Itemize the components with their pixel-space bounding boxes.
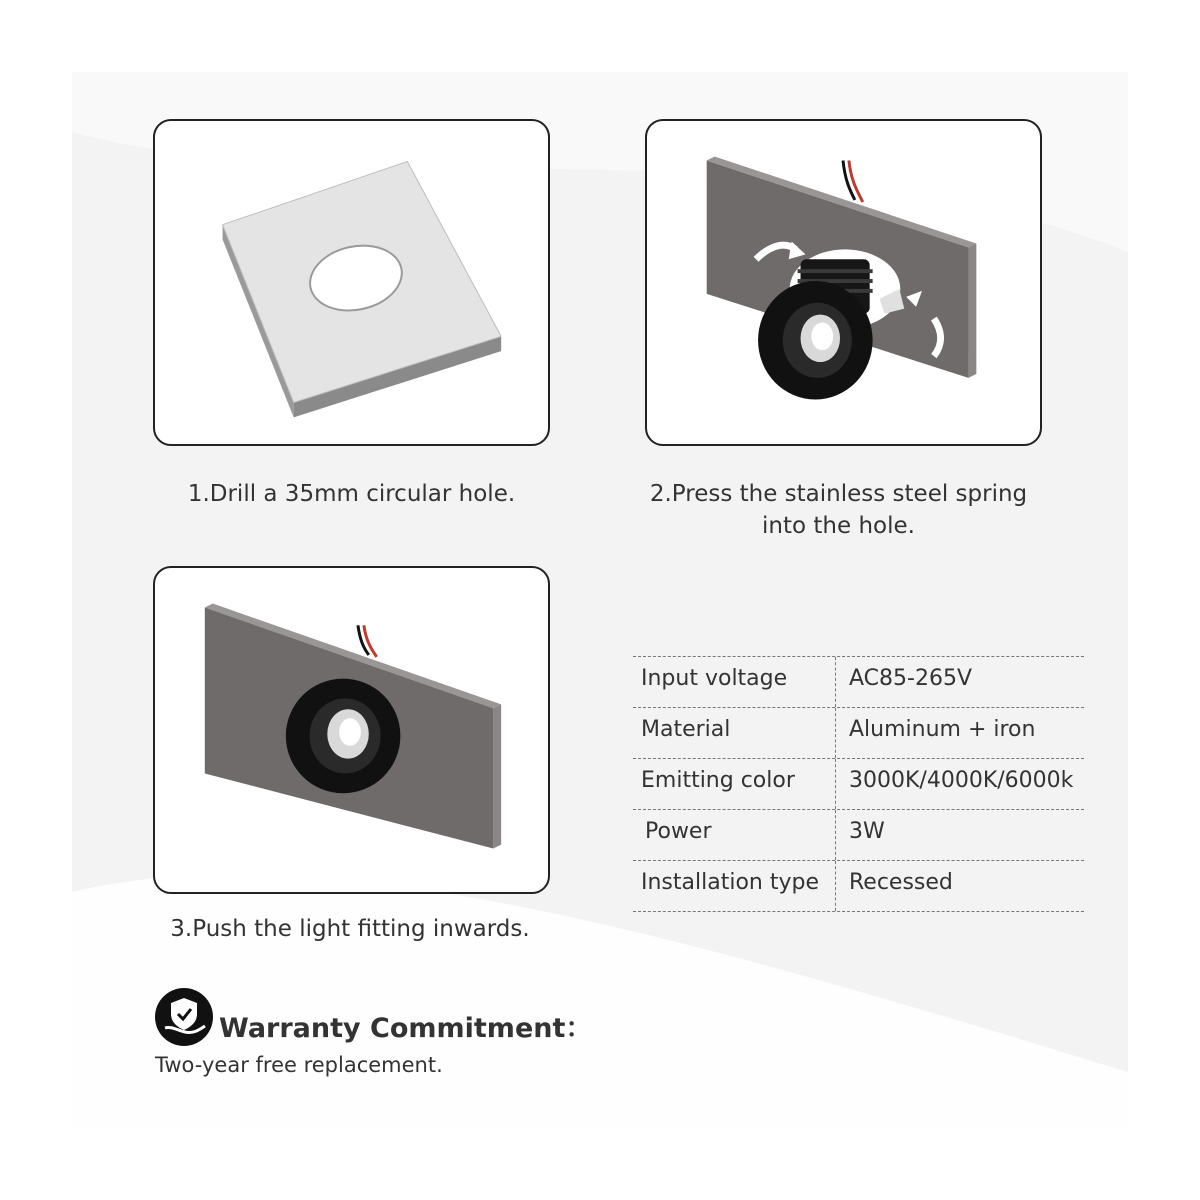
spec-value: Recessed bbox=[849, 870, 953, 895]
spec-label: Power bbox=[645, 819, 712, 844]
spec-value: 3W bbox=[849, 819, 885, 844]
step-2-caption bbox=[600, 478, 1077, 542]
spec-row-power bbox=[633, 809, 1084, 860]
warranty-title: Warranty Commitment： bbox=[219, 1013, 593, 1044]
spec-divider bbox=[835, 810, 836, 860]
step-3-caption-line-1: 3.Push the light fitting inwards. bbox=[170, 916, 530, 942]
drilled-panel-illustration bbox=[155, 121, 548, 444]
step-2-caption-line-1: 2.Press the stainless steel spring bbox=[649, 481, 1028, 507]
warranty-text: Two-year free replacement. bbox=[155, 1053, 443, 1077]
step-1-card bbox=[153, 119, 550, 446]
spec-label: Emitting color bbox=[641, 768, 795, 793]
spec-divider bbox=[835, 759, 836, 809]
step-3-caption bbox=[130, 913, 570, 945]
spec-divider bbox=[835, 657, 836, 707]
spec-divider bbox=[835, 861, 836, 911]
spec-row-emitting-color bbox=[633, 758, 1084, 809]
spec-value: AC85-265V bbox=[849, 666, 972, 691]
spec-label: Installation type bbox=[641, 870, 819, 895]
shield-hand-icon bbox=[155, 988, 213, 1046]
spec-label: Input voltage bbox=[641, 666, 788, 691]
spec-row-material bbox=[633, 707, 1084, 758]
spec-divider bbox=[835, 708, 836, 758]
spring-insertion-illustration bbox=[647, 121, 1040, 444]
spec-label: Material bbox=[641, 717, 731, 742]
spec-row-input-voltage bbox=[633, 656, 1084, 707]
installed-light-illustration bbox=[155, 568, 548, 892]
step-1-caption-line-1: 1.Drill a 35mm circular hole. bbox=[187, 481, 516, 507]
step-2-card bbox=[645, 119, 1042, 446]
step-1-caption bbox=[153, 478, 550, 510]
spec-row-installation-type bbox=[633, 860, 1084, 912]
step-2-caption-line-2: into the hole. bbox=[762, 513, 915, 539]
spec-value: 3000K/4000K/6000k bbox=[849, 768, 1074, 793]
step-3-card bbox=[153, 566, 550, 894]
spec-value: Aluminum + iron bbox=[849, 717, 1036, 742]
spec-table bbox=[633, 656, 1084, 912]
